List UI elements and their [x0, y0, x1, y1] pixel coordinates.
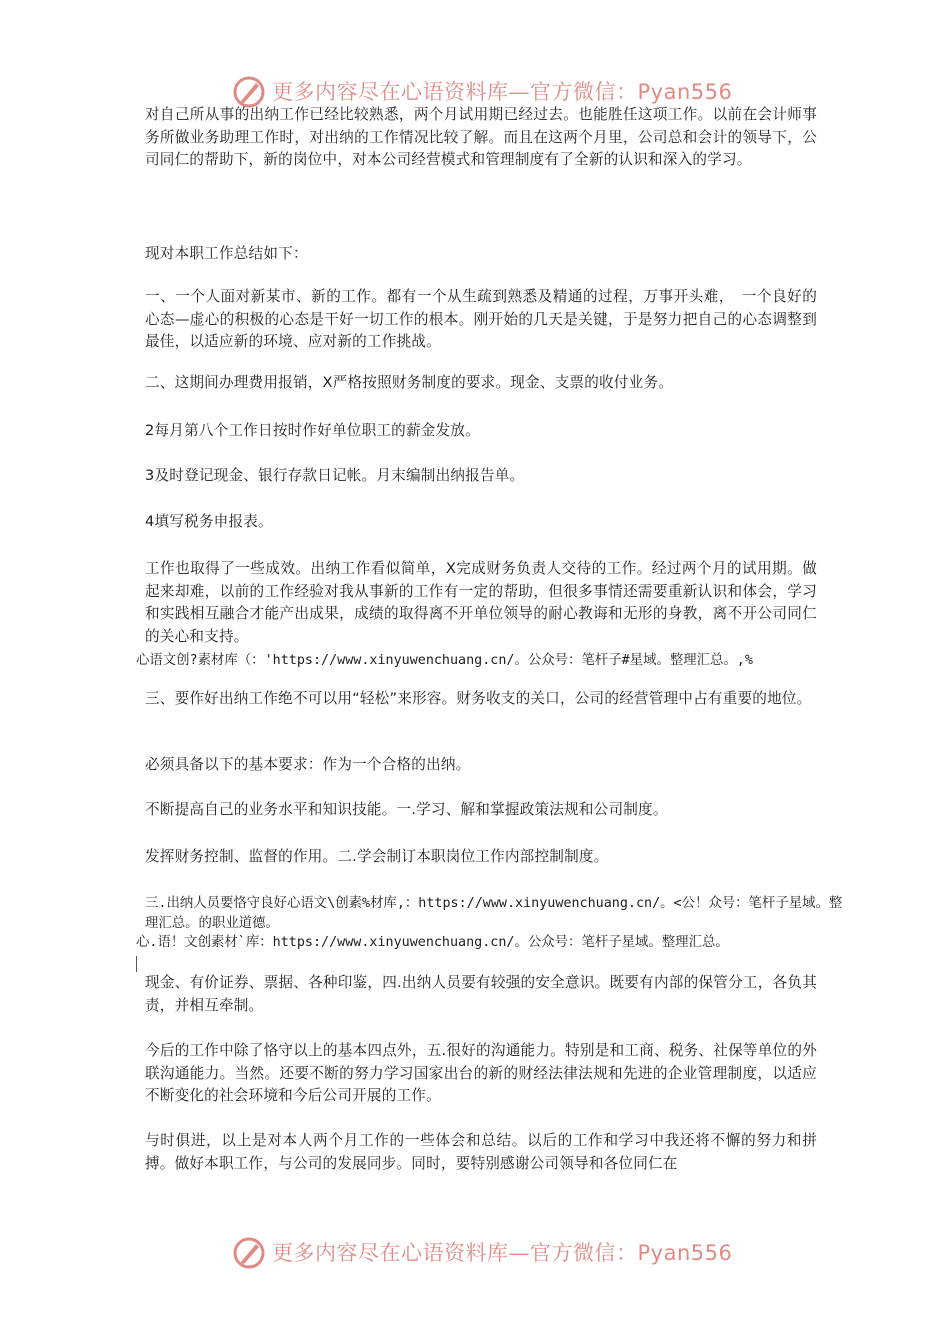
- paragraph-section-one: 一、一个人面对新某市、新的工作。都有一个从生疏到熟悉及精通的过程，万事开头难， 一个良好的心态—虚心的积极的心态是干好一切工作的根本。刚开始的几天是关键，于是努力把自己的心态调整到最佳，以适应新的环境、应对新的工作挑战。: [145, 288, 817, 350]
- watermark-line-2: 心.语！文创素材`库：https://www.xinyuwenchuang.cn/。公众号：笔杆子星域。整理汇总。: [136, 935, 729, 950]
- footer-banner-wechat-id: Pyan556: [637, 1241, 733, 1265]
- text-cursor-mark: [136, 956, 137, 972]
- paragraph-requirements: 必须具备以下的基本要求：作为一个合格的出纳。: [145, 756, 471, 773]
- paragraph-section-two: 二、这期间办理费用报销，X严格按照财务制度的要求。现金、支票的收付业务。: [145, 374, 673, 391]
- paragraph-item-3: 3及时登记现金、银行存款日记帐。月末编制出纳报告单。: [145, 467, 525, 484]
- paragraph-section-three: 三、要作好出纳工作绝不可以用“轻松”来形容。财务收支的关口，公司的经营管理中占有重要的地位。: [145, 690, 812, 707]
- paragraph-requirement-two: 发挥财务控制、监督的作用。二.学会制订本职岗位工作内部控制制度。: [145, 848, 609, 865]
- header-banner-wechat-id: Pyan556: [637, 80, 733, 104]
- quill-pen-logo-icon: [232, 1236, 266, 1270]
- footer-banner-text: [272, 1233, 732, 1273]
- footer-watermark-banner: [232, 1233, 752, 1273]
- paragraph-item-2: 2每月第八个工作日按时作好单位职工的薪金发放。: [145, 422, 480, 439]
- paragraph-conclusion: 与时俱进，以上是对本人两个月工作的一些体会和总结。以后的工作和学习中我还将不懈的努力和拼搏。做好本职工作，与公司的发展同步。同时，要特别感谢公司领导和各位同仁在: [145, 1132, 817, 1172]
- paragraph-achievements: 工作也取得了一些成效。出纳工作看似简单，X完成财务负责人交待的工作。经过两个月的试用期。做起来却难，以前的工作经验对我从事新的工作有一定的帮助，但很多事情还需要重新认识和体会，学习和实践相互融合才能产出成果，成绩的取得离不开单位领导的耐心教诲和无形的身教，离不开公司同仁的关心和支持。: [145, 560, 817, 645]
- footer-banner-slogan: 更多内容尽在心语资料库—官方微信：: [272, 1241, 638, 1265]
- paragraph-requirement-one: 不断提高自己的业务水平和知识技能。一.学习、解和掌握政策法规和公司制度。: [145, 801, 668, 818]
- paragraph-item-4: 4填写税务申报表。: [145, 513, 273, 530]
- paragraph-requirement-five: 今后的工作中除了恪守以上的基本四点外，五.很好的沟通能力。特别是和工商、税务、社保等单位的外联沟通能力。当然。还要不断的努力学习国家出台的新的财经法律法规和先进的企业管理制度，以适应不断变化的社会环境和今后公司开展的工作。: [145, 1042, 817, 1104]
- watermark-line-1: 心语文创?素材库（：'https://www.xinyuwenchuang.cn/。公众号：笔杆子#星域。整理汇总。,%: [136, 653, 753, 668]
- paragraph-intro: 对自己所从事的出纳工作已经比较熟悉，两个月试用期已经过去。也能胜任这项工作。以前在会计师事务所做业务助理工作时，对出纳的工作情况比较了解。而且在这两个月里，公司总和会计的领导下，公司同仁的帮助下，新的岗位中，对本公司经营模式和管理制度有了全新的认识和深入的学习。: [145, 106, 817, 168]
- paragraph-summary-heading: 现对本职工作总结如下：: [145, 245, 308, 262]
- paragraph-requirement-three: 三.出纳人员要恪守良好心语文\创素%材库,：https://www.xinyuwenchuang.cn/。<公！众号：笔杆子星域。整理汇总。的职业道德。: [145, 896, 843, 931]
- paragraph-requirement-four: 现金、有价证券、票据、各种印鉴，四.出纳人员要有较强的安全意识。既要有内部的保管分工，各负其责，并相互牵制。: [145, 974, 817, 1014]
- header-banner-slogan: 更多内容尽在心语资料库—官方微信：: [272, 80, 638, 104]
